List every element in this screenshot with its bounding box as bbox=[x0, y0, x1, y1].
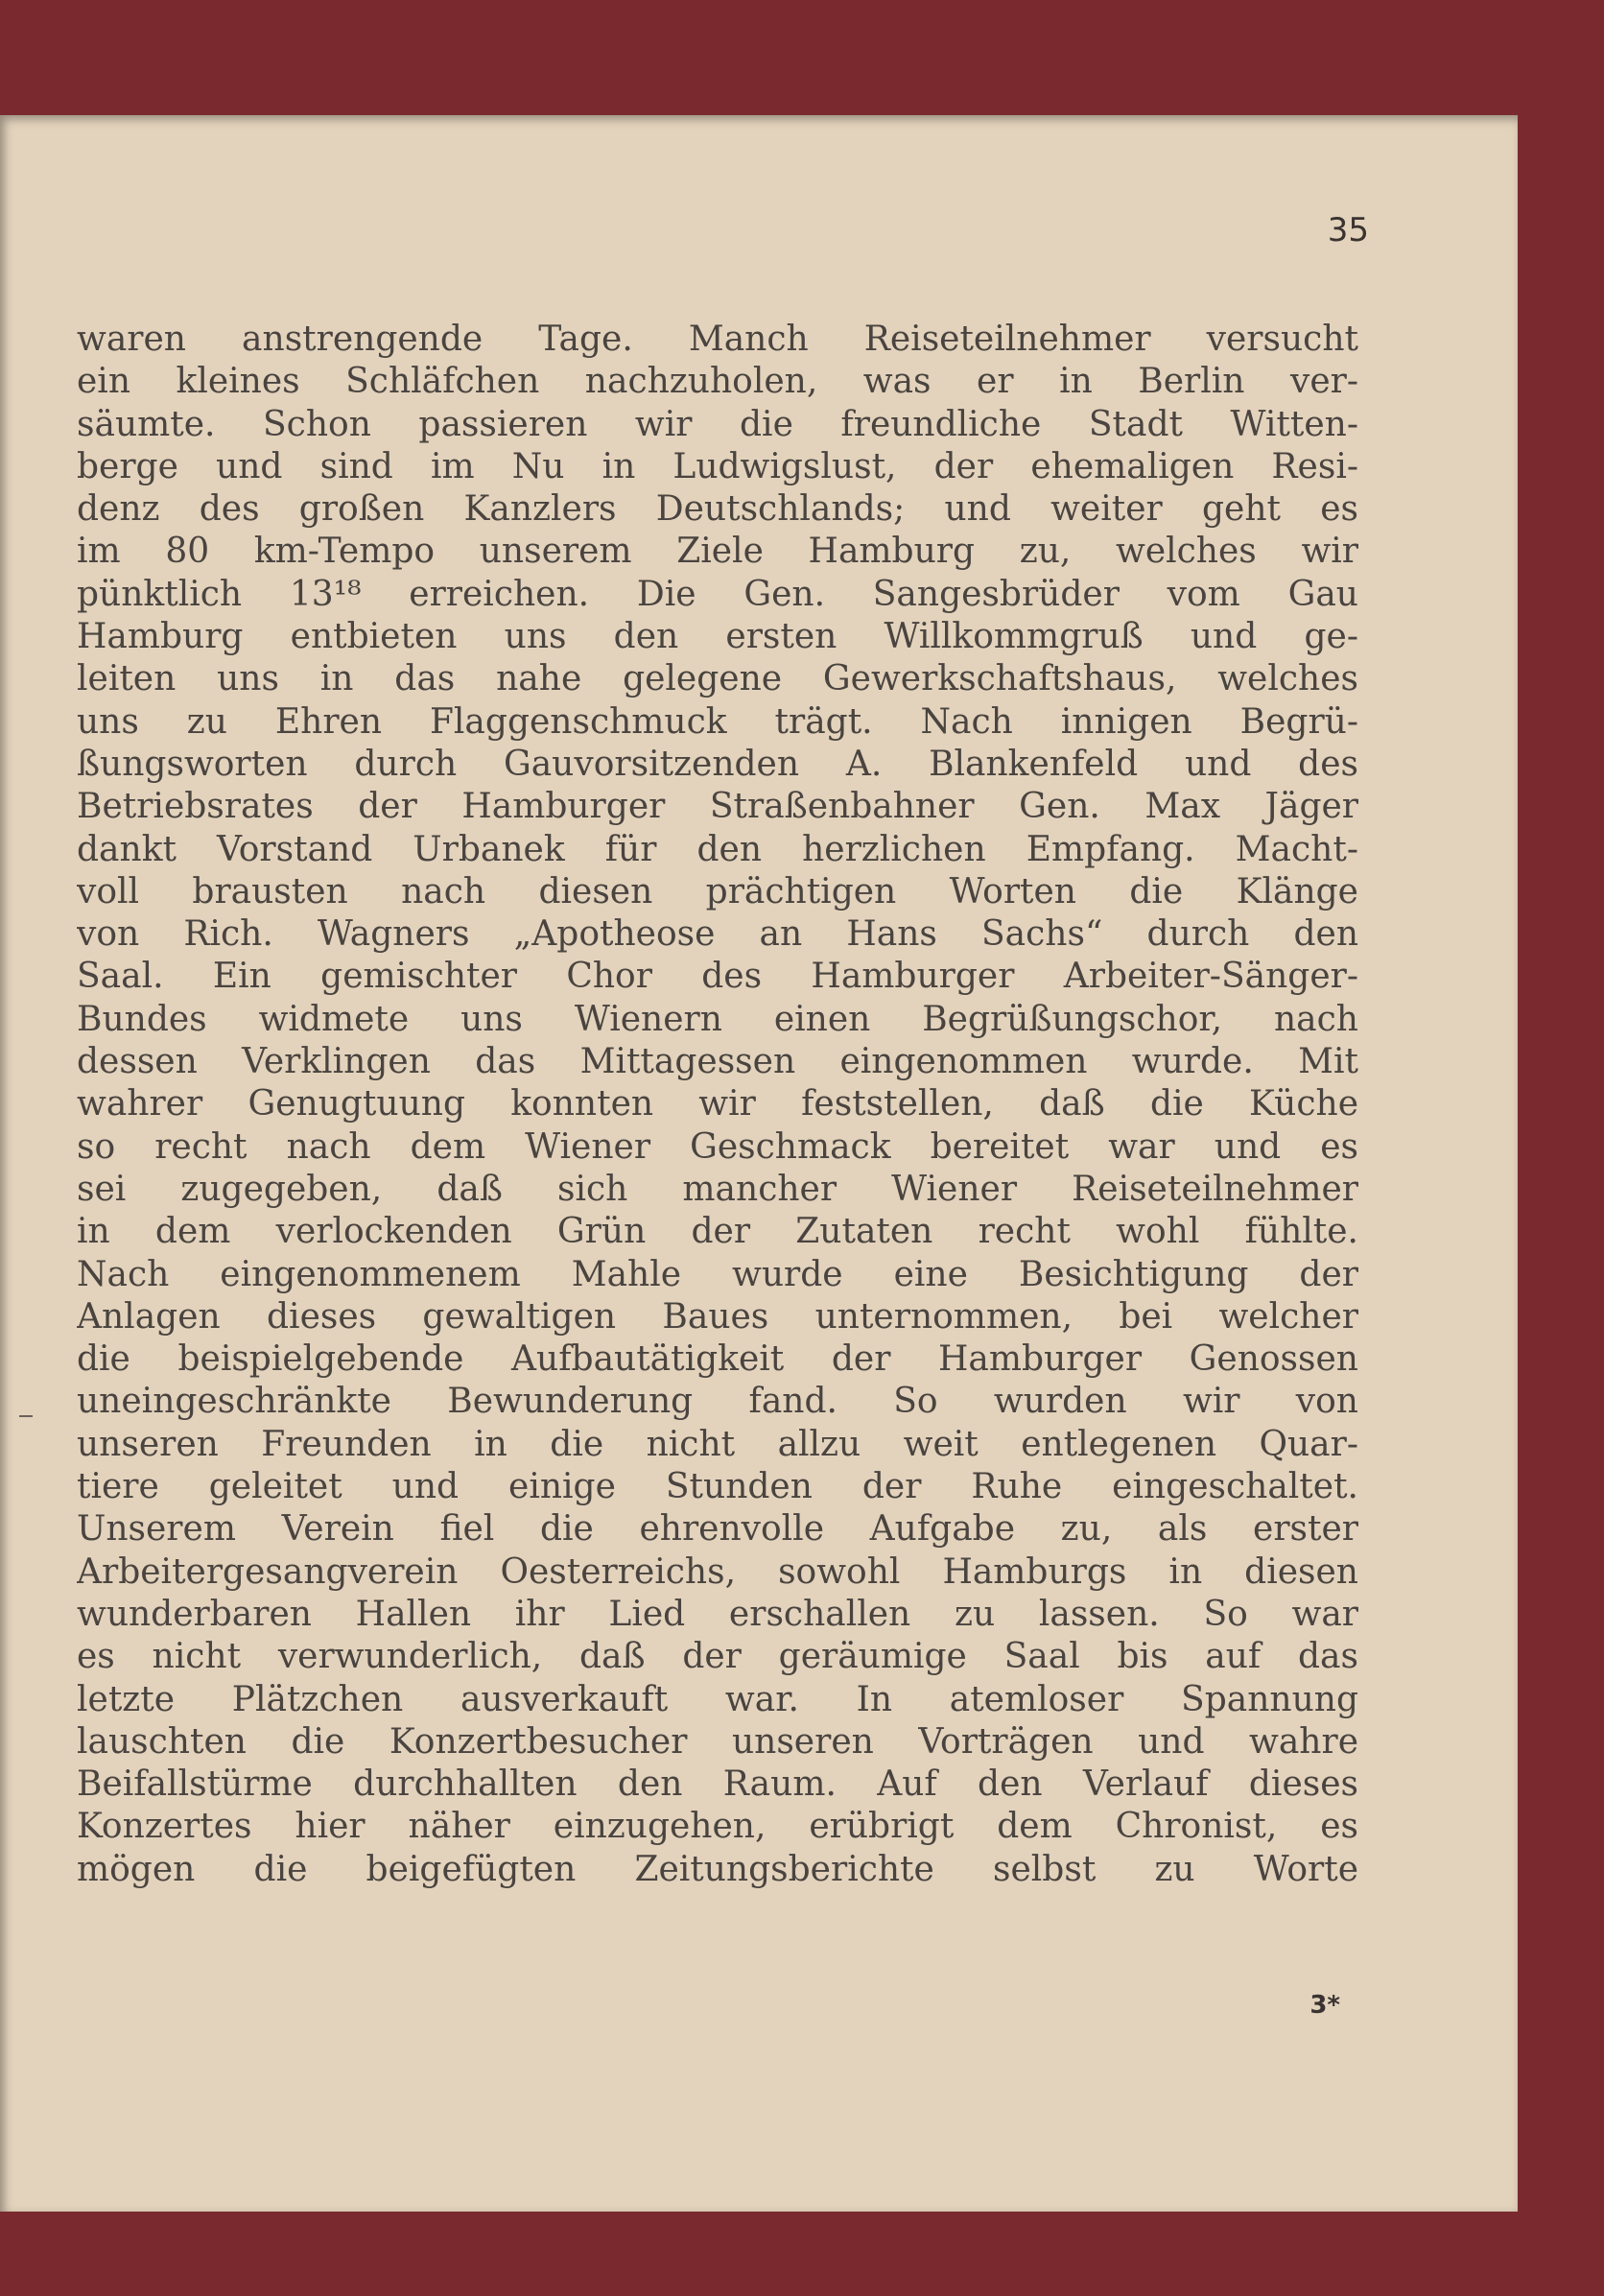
book-page bbox=[0, 115, 1518, 2212]
text-line: denz des großen Kanzlers Deutschlands; und weiter geht es bbox=[77, 489, 1358, 530]
text-line: in dem verlockenden Grün der Zutaten recht wohl fühlte. bbox=[77, 1212, 1358, 1252]
text-line: lauschten die Konzertbesucher unseren Vorträgen und wahre bbox=[77, 1721, 1358, 1762]
text-line: mögen die beigefügten Zeitungsberichte selbst zu Worte bbox=[77, 1849, 1358, 1889]
text-line: leiten uns in das nahe gelegene Gewerkschaftshaus, welches bbox=[77, 659, 1358, 699]
text-line: Beifallstürme durchhallten den Raum. Auf den Verlauf dieses bbox=[77, 1764, 1358, 1805]
text-line: waren anstrengende Tage. Manch Reiseteilnehmer versucht bbox=[77, 320, 1358, 359]
text-line: Unserem Verein fiel die ehrenvolle Aufgabe zu, als erster bbox=[77, 1509, 1358, 1550]
text-line: unseren Freunden in die nicht allzu weit entlegenen Quar- bbox=[77, 1424, 1358, 1464]
text-line: pünktlich 13¹⁸ erreichen. Die Gen. Sangesbrüder vom Gau bbox=[77, 574, 1358, 614]
body-text bbox=[77, 319, 1358, 1891]
text-line: Saal. Ein gemischter Chor des Hamburger Arbeiter-Sänger- bbox=[77, 957, 1358, 997]
text-line: Betriebsrates der Hamburger Straßenbahner Gen. Max Jäger bbox=[77, 787, 1358, 827]
text-line: von Rich. Wagners „Apotheose an Hans Sachs“ durch den bbox=[77, 914, 1358, 955]
text-line: wahrer Genugtuung konnten wir feststellen, daß die Küche bbox=[77, 1084, 1358, 1124]
text-line: so recht nach dem Wiener Geschmack bereitet war und es bbox=[77, 1126, 1358, 1167]
text-line: Nach eingenommenem Mahle wurde eine Besichtigung der bbox=[77, 1254, 1358, 1294]
text-line: sei zugegeben, daß sich mancher Wiener Reiseteilnehmer bbox=[77, 1169, 1358, 1209]
margin-dash bbox=[19, 1415, 33, 1417]
text-line: Bundes widmete uns Wienern einen Begrüßungschor, nach bbox=[77, 999, 1358, 1039]
text-line: Arbeitergesangverein Oesterreichs, sowohl Hamburgs in diesen bbox=[77, 1551, 1358, 1592]
text-line: säumte. Schon passieren wir die freundliche Stadt Witten- bbox=[77, 404, 1358, 444]
text-line: ein kleines Schläfchen nachzuholen, was er in Berlin ver- bbox=[77, 362, 1358, 402]
text-line: letzte Plätzchen ausverkauft war. In atemloser Spannung bbox=[77, 1679, 1358, 1719]
text-line: uneingeschränkte Bewunderung fand. So wurden wir von bbox=[77, 1382, 1358, 1422]
text-line: ßungsworten durch Gauvorsitzenden A. Blankenfeld und des bbox=[77, 744, 1358, 784]
page-number: 35 bbox=[1327, 211, 1369, 249]
text-line: die beispielgebende Aufbautätigkeit der Hamburger Genossen bbox=[77, 1339, 1358, 1380]
text-line: es nicht verwunderlich, daß der geräumige Saal bis auf das bbox=[77, 1637, 1358, 1677]
signature-mark: 3* bbox=[1309, 1991, 1340, 2020]
text-line: im 80 km-Tempo unserem Ziele Hamburg zu, welches wir bbox=[77, 532, 1358, 572]
text-line: Anlagen dieses gewaltigen Baues unternommen, bei welcher bbox=[77, 1296, 1358, 1337]
text-line: dessen Verklingen das Mittagessen eingenommen wurde. Mit bbox=[77, 1042, 1358, 1082]
text-line: uns zu Ehren Flaggenschmuck trägt. Nach innigen Begrü- bbox=[77, 701, 1358, 742]
text-line: voll brausten nach diesen prächtigen Worten die Klänge bbox=[77, 871, 1358, 911]
text-line: tiere geleitet und einige Stunden der Ruhe eingeschaltet. bbox=[77, 1467, 1358, 1507]
text-line: Hamburg entbieten uns den ersten Willkommgruß und ge- bbox=[77, 617, 1358, 657]
text-line: wunderbaren Hallen ihr Lied erschallen zu lassen. So war bbox=[77, 1594, 1358, 1634]
text-line: Konzertes hier näher einzugehen, erübrigt dem Chronist, es bbox=[77, 1807, 1358, 1847]
text-line: dankt Vorstand Urbanek für den herzlichen Empfang. Macht- bbox=[77, 829, 1358, 869]
text-line: berge und sind im Nu in Ludwigslust, der ehemaligen Resi- bbox=[77, 446, 1358, 486]
